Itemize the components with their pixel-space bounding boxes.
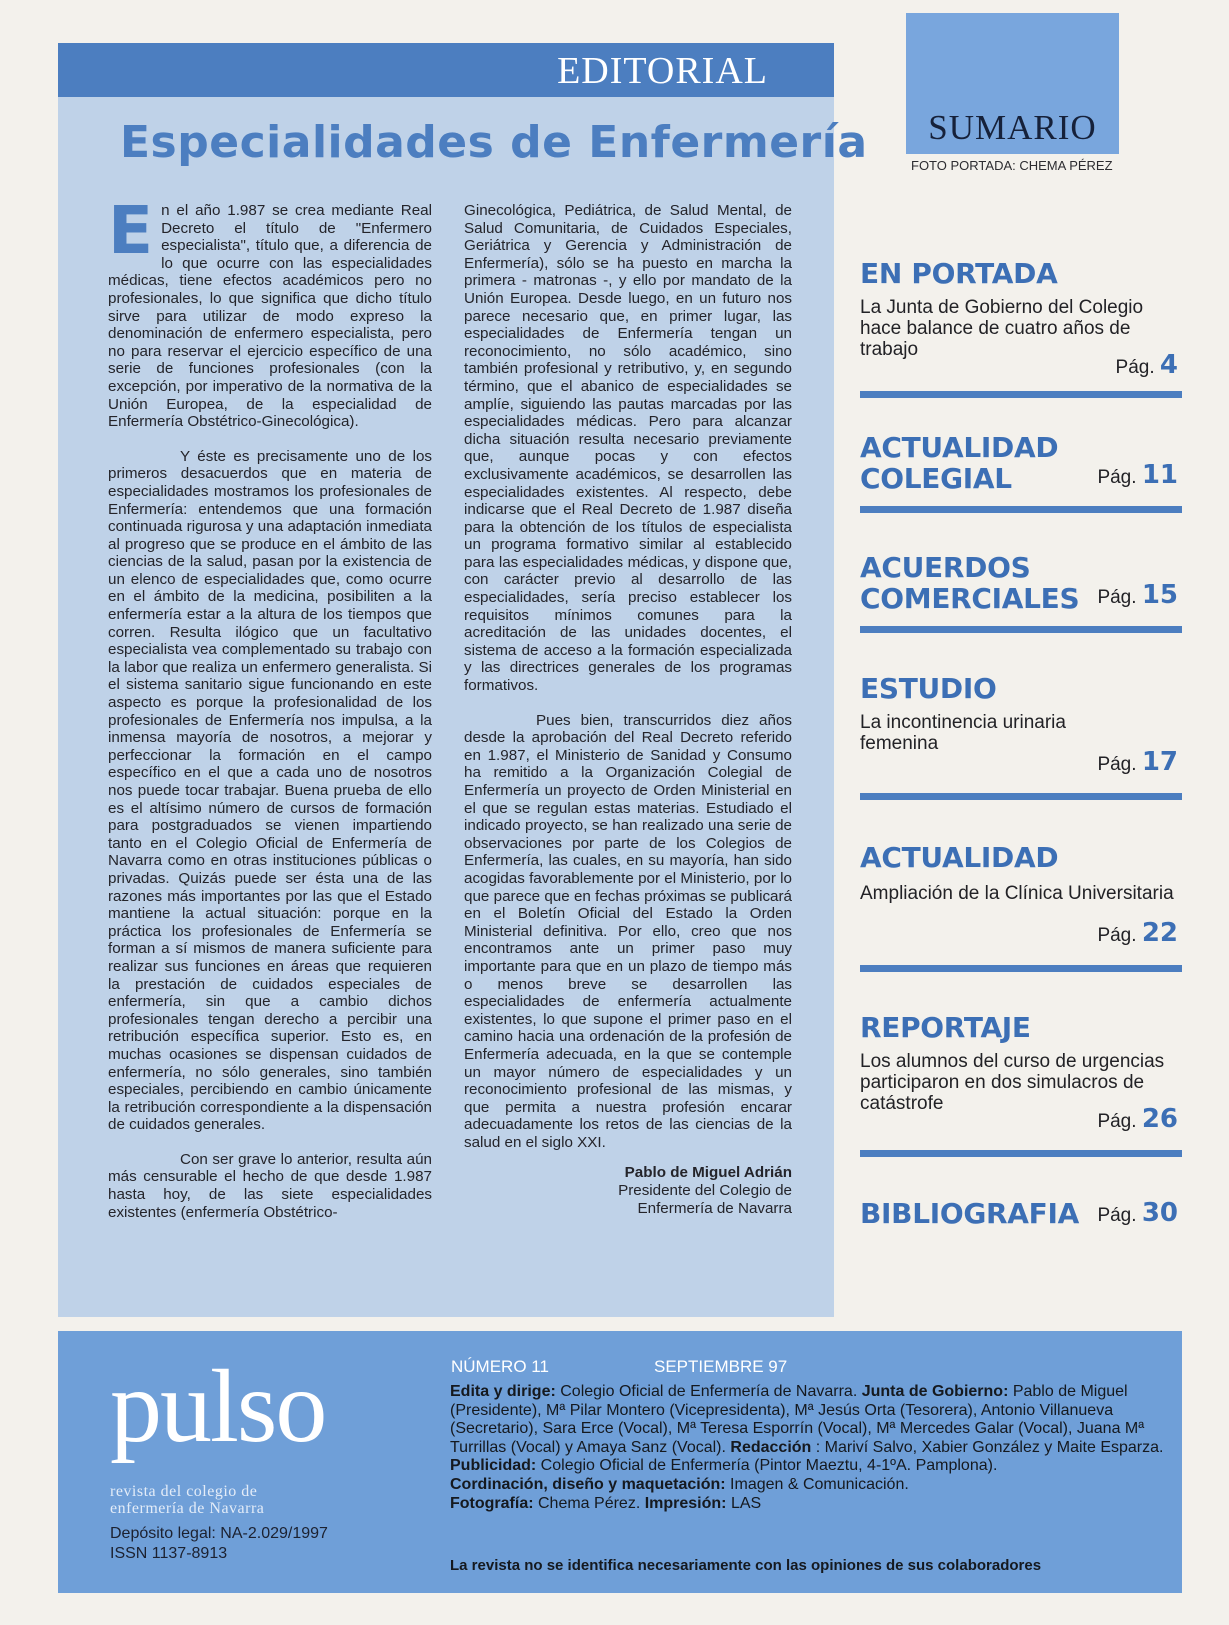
editorial-signature: [464, 1164, 792, 1217]
sumario-page: Pág. 22: [1097, 918, 1178, 948]
sumario-item-actualidad[interactable]: [860, 842, 1184, 954]
sumario-page: Pág. 17: [1097, 747, 1178, 777]
sumario-item-bibliografia[interactable]: [860, 1198, 1184, 1238]
sumario-heading: ACUERDOS COMERCIALES: [860, 551, 1080, 615]
editorial-section-label: EDITORIAL: [557, 50, 768, 92]
sumario-page: Pág. 15: [1097, 580, 1178, 610]
sumario-desc: Los alumnos del curso de urgencias participaron en dos simulacros de catástrofe: [860, 1051, 1165, 1114]
issue-number: NÚMERO 11: [451, 1357, 549, 1376]
logo-subtitle: revista del colegio de enfermería de Navarra: [110, 1483, 265, 1517]
editorial-column-left: [108, 192, 432, 1238]
editorial-column-right: [464, 202, 792, 1217]
sumario-page: Pág. 26: [1097, 1104, 1178, 1134]
sumario-divider: [860, 793, 1182, 800]
drop-cap: E: [108, 192, 154, 269]
sumario-heading: EN PORTADA: [860, 257, 1058, 290]
sumario-divider: [860, 1150, 1182, 1157]
sumario-item-en-portada[interactable]: [860, 258, 1184, 382]
editorial-paragraph: Y éste es precisamente uno de los primeros desacuerdos que en materia de especialidades mostramos los profesionales de Enfermería: entendemos que una formación continuada rigurosa y una adaptación inmediata al progreso que se produce en el ámbito de las ciencias de la salud, pasan por la existencia de un elenco de especialidades que, como ocurre en el ámbito de la medicina, posibiliten a la enfermería estar a la altura de los tiempos que corren. Resulta ilógico que un facultativo especialista vea complementado su trabajo con la labor que realiza un enfermero generalista. Si el sistema sanitario sigue funcionando en este aspecto es porque la profesionalidad de los profesionales de Enfermería nos impulsa, a la inmensa mayoría de nosotros, a mejorar y perfeccionar la formación en el campo específico en el que a cada uno de nosotros nos puede tocar trabajar. Buena prueba de ello es el altísimo número de cursos de formación para postgraduados se vienen impartiendo tanto en el Colegio Oficial de Enfermería de Navarra como en otras instituciones públicas o privadas. Quizás puede ser ésta una de las razones más importantes por las que el Estado mantiene la actual situación: porque en la práctica los profesionales de Enfermería se forman a sí mismos de manera suficiente para realizar sus funciones en áreas que requieren la prestación de cuidados especiales de enfermería, sin que a cambio dichos profesionales tengan derecho a percibir una retribución específica superior. Esto es, en muchas ocasiones se dispensan cuidados de enfermería, no sólo generales, sino también especiales, percibiendo en cambio únicamente la retribución correspondiente a la dispensación de cuidados generales.: [108, 447, 432, 1134]
sumario-item-estudio[interactable]: [860, 673, 1184, 783]
sumario-divider: [860, 506, 1182, 513]
signature-role: Enfermería de Navarra: [637, 1199, 792, 1217]
sumario-page: Pág. 11: [1097, 460, 1178, 490]
signature-role: Presidente del Colegio de: [618, 1182, 792, 1200]
sumario-item-actualidad-colegial[interactable]: [860, 432, 1184, 498]
credits-block: Edita y dirige: Colegio Oficial de Enfermería de Navarra. Junta de Gobierno: Pablo de Miguel (Presidente), Mª Pilar Montero (Vicepresidenta), Mª Jesús Orta (Tesorera), Antonio Villanueva (Secretario), Sara Erce (Vocal), Mª Teresa Esporrín (Vocal), Mª Mercedes Galar (Vocal), Juana Mª Turrillas (Vocal) y Amaya Sanz (Vocal). Redacción : Mariví Salvo, Xabier González y Maite Esparza. Publicidad: Colegio Oficial de Enfermería (Pintor Maeztu, 4-1ºA. Pamplona). Cordinación, diseño y maquetación: Imagen & Comunicación. Fotografía: Chema Pérez. Impresión: LAS: [450, 1383, 1164, 1512]
sumario-divider: [860, 626, 1182, 633]
sumario-heading: BIBLIOGRAFIA: [860, 1197, 1079, 1230]
editorial-title: Especialidades de Enfermería: [120, 117, 868, 168]
issn: ISSN 1137-8913: [110, 1545, 228, 1562]
sumario-divider: [860, 965, 1182, 972]
masthead-footer: [58, 1331, 1182, 1593]
editorial-paragraph: Pues bien, transcurridos diez años desde la aprobación del Real Decreto referido en 1.987, el Ministerio de Sanidad y Consumo ha remitido a la Organización Colegial de Enfermería un proyecto de Orden Ministerial en el que se regulan estas materias. Estudiado el indicado proyecto, se han realizado una serie de observaciones por parte de los Colegios de Enfermería, las cuales, en su mayoría, han sido acogidas favorablemente por el Ministerio, por lo que parece que en fechas próximas se publicará en el Boletín Oficial del Estado la Orden Ministerial definitiva. Por ello, creo que nos encontramos ante un primer paso muy importante para que en un plazo de tiempo más o menos breve se desarrollen las especialidades de enfermería actualmente existentes, lo que supone el primer paso en el camino hacia una ordenación de la profesión de Enfermería adecuada, en la que se contemple un mayor número de especialidades y un reconocimiento profesional de las mismas, y que permita a nuestra profesión encarar adecuadamente los retos de las ciencias de la salud en el siglo XXI.: [464, 711, 792, 1151]
sumario-desc: Ampliación de la Clínica Universitaria: [860, 883, 1174, 904]
sumario-heading: ACTUALIDAD: [860, 841, 1059, 874]
deposito-legal: Depósito legal: NA-2.029/1997: [110, 1525, 328, 1542]
sumario-page: Pág. 30: [1097, 1198, 1178, 1228]
sumario-heading: REPORTAJE: [860, 1011, 1031, 1044]
signature-name: Pablo de Miguel Adrián: [624, 1164, 792, 1182]
sumario-desc: La incontinencia urinaria femenina: [860, 712, 1066, 754]
pulso-logo: pulso: [110, 1349, 326, 1464]
sumario-heading: ACTUALIDAD COLEGIAL: [860, 431, 1059, 495]
issue-date: SEPTIEMBRE 97: [654, 1357, 788, 1376]
editorial-paragraph: Ginecológica, Pediátrica, de Salud Mental, de Salud Comunitaria, de Cuidados Especiales, Geriátrica y Gerencia y Administración de Enfermería), sólo se ha puesto en marcha la primera - matronas -, y ello por mandato de la Unión Europea. Desde luego, en un futuro nos parece necesario que, en primer lugar, las especialidades de Enfermería tengan un reconocimiento, no sólo académico, sino también profesional y retributivo, y, en segundo término, que el abanico de especialidades se amplíe, siguiendo las pautas marcadas por las especialidades médicas. Pero para alcanzar dicha situación resulta necesario previamente que, aunque pocas y con efectos exclusivamente académicos, se desarrollen las especialidades existentes. Al respecto, debe indicarse que el Real Decreto de 1.987 diseña para la obtención de los títulos de especialista un programa formativo similar al establecido para las especialidades médicas, y dispone que, con carácter previo al desarrollo de las especialidades, sería preciso establecer los requisitos mínimos comunes para la acreditación de las unidades docentes, el sistema de acceso a la formación especializada y las directrices generales de los programas formativos.: [464, 202, 792, 695]
sumario-heading: ESTUDIO: [860, 672, 997, 705]
editorial-panel: [58, 43, 868, 1317]
editorial-paragraph: En el año 1.987 se crea mediante Real Decreto el título de "Enfermero especialista", título que, a diferencia de lo que ocurre con las especialidades médicas, tiene efectos académicos pero no profesionales, lo que significa que dicho título sirve para utilizar de modo expreso la denominación de enfermero especialista, pero no para reservar el ejercicio específico de una serie de funciones profesionales (con la excepción, por imperativo de la normativa de la Unión Europea, de la especialidad de Enfermería Obstétrico-Ginecológica).: [108, 192, 432, 431]
sumario-desc: La Junta de Gobierno del Colegio hace balance de cuatro años de trabajo: [860, 297, 1144, 360]
sumario-page: Pág. 4: [1115, 350, 1178, 380]
legal-info: [110, 1524, 328, 1564]
photo-credit: FOTO PORTADA: CHEMA PÉREZ: [911, 158, 1113, 173]
sumario-item-acuerdos-comerciales[interactable]: [860, 552, 1184, 618]
disclaimer: La revista no se identifica necesariamente con las opiniones de sus colaboradores: [450, 1557, 1042, 1574]
sumario-item-reportaje[interactable]: [860, 1012, 1184, 1138]
sumario-divider: [860, 391, 1182, 398]
sumario-title: SUMARIO: [928, 108, 1097, 147]
sumario-box: [906, 13, 1119, 154]
editorial-header-bar: [58, 43, 834, 97]
editorial-paragraph: Con ser grave lo anterior, resulta aún más censurable el hecho de que desde 1.987 hasta hoy, de las siete especialidades existentes (enfermería Obstétrico-: [108, 1150, 432, 1221]
